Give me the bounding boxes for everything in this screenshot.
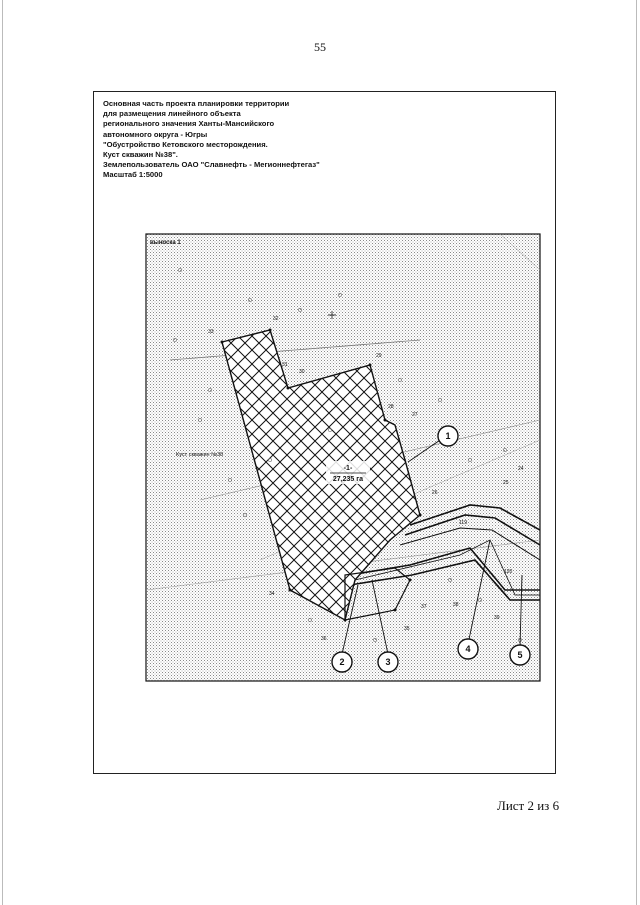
header-line: Основная часть проекта планировки территории bbox=[103, 99, 290, 108]
point-label: 119 bbox=[459, 520, 467, 526]
parcel-number: -1- bbox=[343, 465, 353, 472]
header-line: "Обустройство Кетовского месторождения. bbox=[103, 139, 268, 149]
point-label: 25 bbox=[503, 480, 509, 486]
point-label: 24 bbox=[518, 466, 524, 472]
callout-5-label: 5 bbox=[517, 650, 523, 660]
callout-4-label: 4 bbox=[465, 644, 471, 654]
point-label: 28 bbox=[388, 404, 394, 410]
callout-2-label: 2 bbox=[339, 657, 345, 667]
point-label: 120 bbox=[504, 569, 513, 575]
page-number: 55 bbox=[314, 40, 326, 54]
inset-title: выноска 1 bbox=[150, 240, 181, 246]
header-line: Масштаб 1:5000 bbox=[103, 170, 163, 180]
header-line: автономного округа - Югры bbox=[103, 129, 208, 139]
point-label: 36 bbox=[321, 636, 327, 642]
point-label: 26 bbox=[432, 490, 438, 496]
point-label: 35 bbox=[404, 626, 410, 632]
point-label: 34 bbox=[269, 591, 275, 597]
header-line: Землепользователь ОАО "Славнефть - Мегионнефтегаз" bbox=[103, 160, 320, 170]
header-line: регионального значения Ханты-Мансийского bbox=[103, 119, 275, 129]
point-label: 31 bbox=[282, 362, 288, 368]
header-line: для размещения линейного объекта bbox=[103, 109, 241, 119]
header-line: Куст скважин №38". bbox=[103, 150, 178, 160]
parcel-area: 27,235 га bbox=[332, 476, 364, 483]
point-label: 37 bbox=[421, 604, 427, 610]
cluster-label: Куст скважин №38 bbox=[176, 452, 224, 458]
point-label: 39 bbox=[494, 615, 500, 621]
point-label: 30 bbox=[299, 369, 305, 375]
callout-1-label: 1 bbox=[445, 431, 451, 441]
point-label: 32 bbox=[273, 316, 279, 322]
sheet-number: Лист 2 из 6 bbox=[497, 798, 560, 813]
callout-3-label: 3 bbox=[385, 657, 391, 667]
point-label: 27 bbox=[412, 412, 418, 418]
point-label: 33 bbox=[208, 329, 214, 335]
point-label: 29 bbox=[376, 353, 382, 359]
point-label: 38 bbox=[453, 602, 459, 608]
